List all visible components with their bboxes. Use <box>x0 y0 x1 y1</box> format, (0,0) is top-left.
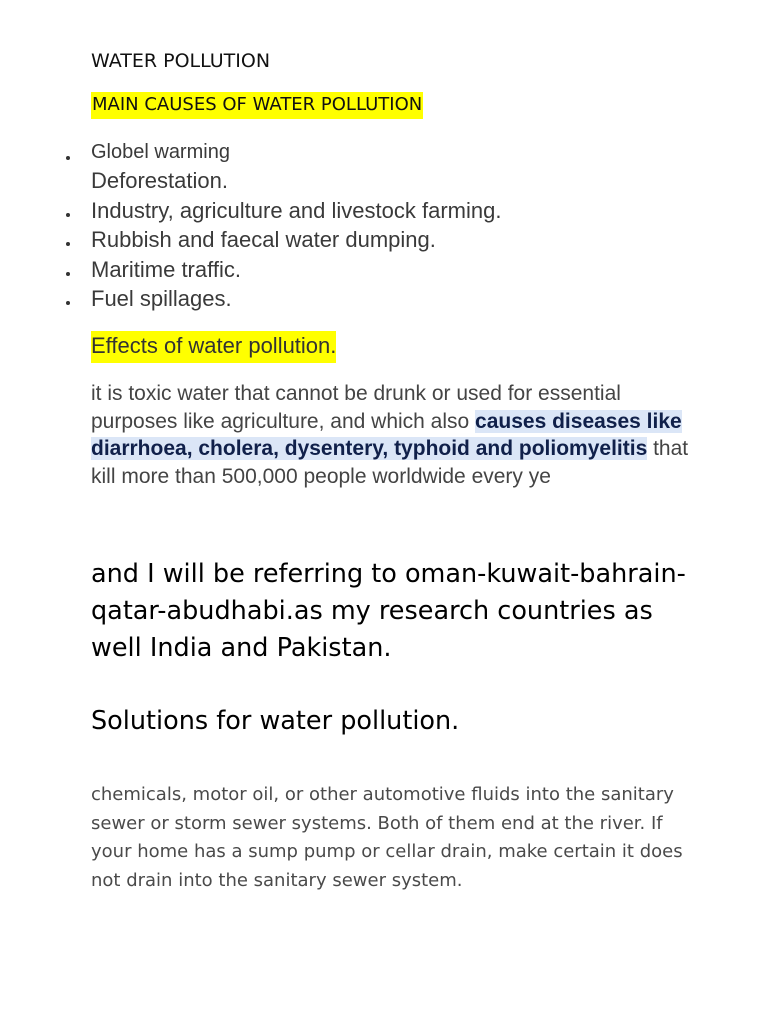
bullet-icon <box>66 301 70 305</box>
list-item: Maritime traffic. <box>91 257 241 282</box>
list-item: Globel warming <box>91 141 230 163</box>
list-item: Fuel spillages. <box>91 286 232 311</box>
research-note: and I will be referring to oman-kuwait-bahrain-qatar-abudhabi.as my research countries as well India and Pakistan. <box>91 559 686 663</box>
list-item: Rubbish and faecal water dumping. <box>91 227 436 252</box>
bullet-icon <box>66 242 70 246</box>
document-title: WATER POLLUTION <box>91 50 271 72</box>
effects-selected-text[interactable]: causes diseases like diarrhoea, cholera, dysentery, typhoid and poliomyelitis <box>91 409 682 460</box>
causes-heading-text: MAIN CAUSES OF WATER POLLUTION <box>91 92 423 119</box>
effects-heading <box>91 333 336 359</box>
list-item: Deforestation. <box>91 168 228 193</box>
list-item: Industry, agriculture and livestock farming. <box>91 198 502 223</box>
effects-heading-text: Effects of water pollution. <box>91 331 336 363</box>
solutions-heading: Solutions for water pollution. <box>91 706 460 736</box>
effects-text-part2: that kill more than 500,000 people worldwide every ye <box>91 437 689 488</box>
bullet-icon <box>66 213 70 217</box>
causes-heading <box>91 94 423 115</box>
effects-paragraph <box>91 380 691 490</box>
effects-text-part1: it is toxic water that cannot be drunk or used for essential purposes like agriculture, and which also <box>91 382 621 433</box>
solutions-paragraph: chemicals, motor oil, or other automotive fluids into the sanitary sewer or storm sewer systems. Both of them end at the river. If your home has a sump pump or cellar drain, make certain it does not drain into the sanitary sewer system. <box>91 784 683 892</box>
bullet-icon <box>66 272 70 276</box>
bullet-icon <box>66 156 70 160</box>
